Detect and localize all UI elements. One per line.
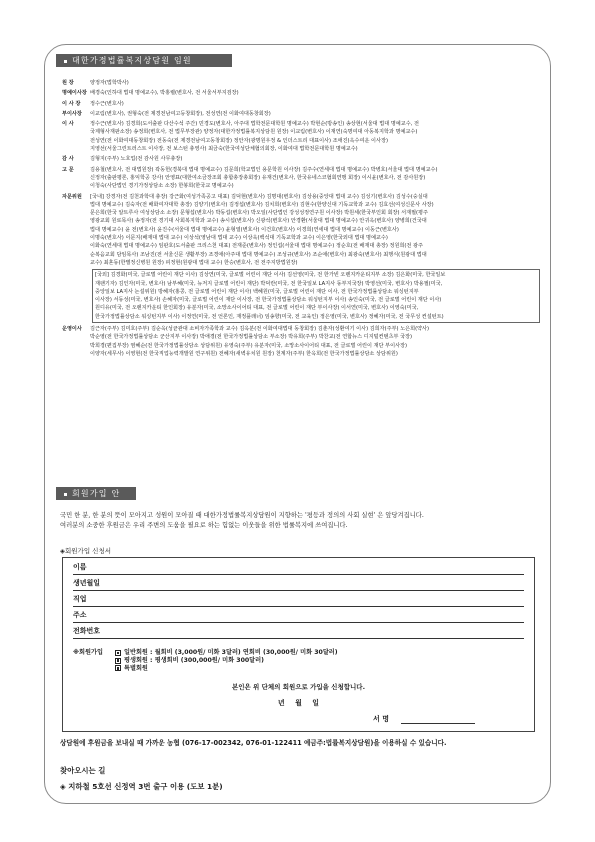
officer-role: 명예이사장: [62, 90, 87, 97]
officer-line: 한국가정법률상담소 워싱턴지부 이사) 이정연(미국, 전 언론인, 재정플래너) 임송향(미국, 전 교육인) 정은영(미국, 변호사) 정혜자(미국, 전 국무성 컨설턴트): [95, 313, 444, 320]
officer-line: 전성연(전 이화여대동창회장) 전동숙(전 제경전남여고동창회장) 정안자(광명원우정 & 인더스트리 대표이사) 조애진(옥수여운 이사장): [90, 137, 388, 144]
name-field[interactable]: 이름: [73, 562, 524, 575]
officer-line: 교수) 최혼동(한별정신병원 원장) 피정현(원광대 법대 교수) 한승(변호사, 전 전주지방법원장): [90, 259, 298, 266]
officer-line: 재팬기자) 김인자(미국, 변호사) 남부혜(미국, 뉴저지 글로벌 어린이 재단) 박덕란(미국, 전 한국일보 LA지사 동부지국장) 박영선(미국, 변호사) 박용필(미국,: [95, 280, 443, 287]
officer-line: 중앙일보 LA지사 논설위원) 방혜자(홍콩, 전 글로벌 어린이 재단 이사) 백혜원(미국, 글로벌 어린이 재단 이사, 전 한국가정법률상담소 워싱턴지부: [95, 288, 419, 295]
officer-line: 순복음교회 담임목사) 조남진(전 서울신문 생활부장) 조경애(아주대 법대 명예교수) 조성규(변호사) 조순애(변호사) 최광숙(변호사) 최행식(원광대 법대: [90, 251, 427, 258]
officer-row: [62, 100, 540, 108]
officer-row: [62, 269, 540, 323]
officer-line: 이사장) 서동성(미국, 변호사) 손혜자(미국, 글로벌 어린이 재단 이사장, 전 한국가정법률상담소 워싱턴지부 이사) 송인숙(미국, 전 글로벌 어린이 재단 이사): [95, 297, 442, 304]
officer-role: 이 사: [62, 121, 74, 128]
officer-line: 김근자(주부) 김미호(주부) 김순옥(성균관대 소비자가족학과 교수) 김옥분(전 이화여대법대 동창회장) 김춘자(성환여기 이사) 김희자(주부) 노은희(약사): [90, 326, 430, 333]
confirm-statement: 본인은 위 단체의 회원으로 가입을 신청합니다.: [231, 683, 366, 691]
checkbox[interactable]: [115, 658, 121, 664]
officer-row: [62, 120, 540, 153]
officer-line: 원디유(미국, 전 오렌지카운티 한인회장) 유분자(미국, 소망소사이어티 대표, 전 글로벌 어린이 재단 부이사장) 이서연(미국, 변호사) 이영숙(미국,: [95, 305, 419, 312]
officer-names: [92, 269, 540, 323]
officer-names: [90, 193, 540, 268]
officer-role: 부이사장: [62, 110, 82, 117]
officer-names: [90, 155, 540, 163]
officer-line: 법대 명예교수) 김숙자(전 배화여자대학 총장) 김양기(변호사) 김정섭(변호사) 김치희(변호사) 김현수(한양신대 기독교학과 교수) 김효선(여성신문사 사장): [90, 201, 434, 208]
officer-names: [90, 166, 540, 191]
officer-role: 이 사 장: [62, 100, 81, 107]
officer-line: [국외] 김경화(미국, 글로벌 어린이 재단 이사) 김상연(미국, 글로벌 어린이 재단 이사) 김선영(미국, 전 한가빈 오렌지카운티지부 소장) 김은화(미국, 한국일보: [95, 272, 446, 279]
officer-line: 법대 명예교수) 윤 전(변호사) 윤진수(서울대 법대 명예교수) 윤형열(변호사) 이건호(변호사) 이경희(연세대 법대 명예교수) 이동근(변호사): [90, 226, 399, 233]
officer-row: [62, 79, 540, 87]
intro-line: 국민 한 분, 한 분의 뜻이 모아지고 성원이 모아질 때 대한가정법률복지상담원이 지향하는 '평등과 정의의 사회 실현' 은 앞당겨집니다.: [60, 512, 424, 519]
officer-role: 운영이사: [62, 326, 82, 333]
officer-line: 배경숙(인하대 법대 명예교수), 박홍렬(변호사, 전 서울서부지검장): [90, 90, 239, 97]
membership-form: [62, 557, 535, 732]
officer-names: [90, 325, 540, 358]
officer-line: 정수근(변호사): [90, 100, 124, 107]
officer-line: 이교림(변호사), 권형숙(전 제경전남여고등창회장), 전성연(전 이화여대동창회장): [90, 110, 271, 117]
officer-names: [90, 110, 540, 118]
membership-label: ※회원가입: [73, 649, 103, 656]
officer-line: 지영선(서울그린트러스트 이사장, 전 보스턴 총영사) 최금숙(한국여성단체협의회장, 이화여대 법학전문대학원 명예교수): [90, 146, 358, 153]
officer-line: 문은희(한국 알트루사 여성상담소 소장) 문형섭(변호사) 박동섭(변호사) 박오일(사단법인 강성성정연구원 이사장) 박원세(한국부인회 회장) 서재필(평주: [90, 210, 428, 217]
officer-line: 이양자(세무사) 이영현(전 한국직업능력개발원 연구위원) 전혜자(새벽유치원 원장) 천계자(주부) 한옥희(전 한국가정법률상담소 상담위원): [90, 350, 398, 357]
option-special[interactable]: 특별회원: [115, 665, 338, 673]
officer-row: [62, 89, 540, 97]
officer-role: 원 장: [62, 80, 74, 86]
officer-names: [90, 100, 540, 108]
officer-role: 감 사: [62, 156, 74, 163]
phone-field[interactable]: 전화번호: [73, 626, 524, 639]
directions-info: ◈ 지하철 5호선 신정역 3번 출구 이용 (도보 1분): [60, 782, 223, 791]
officer-names: [90, 120, 540, 153]
officer-line: 영광교회 원로목사) 송정자(전 경기대 사회복지학과 교수) 송시섭(변호사) 신광석(변호사) 안경환(서울대 법대 명예교수) 안귀옥(변호사) 양병희(건국대: [90, 218, 427, 225]
officer-role: 자문위원: [62, 193, 82, 200]
officer-row: [62, 166, 540, 191]
officer-row: [62, 325, 540, 358]
officer-role: 고 문: [62, 166, 74, 173]
address-field[interactable]: 주소: [73, 610, 524, 623]
officers-list: [62, 79, 540, 358]
membership-section-title: 회원가입 안내: [56, 487, 136, 500]
officers-section-title: 대한가정법률복지상담원 임원: [56, 54, 232, 67]
officer-line: 김용철(변호사, 전 대법원장) 곽동헌(경북대 법대 명예교수) 김문희(학교법인 용문학원 이사장) 김주수(연세대 법대 명예교수) 박병호(서울대 법대 명예교수): [90, 166, 438, 173]
officer-line: 박순영(전 한국가정법률상담소 군산지부 이사장) 박애경(전 한국가정법률상담소 부소장) 박유희(주부) 박찬교(전 연합뉴스 디지털컨텐츠부 국장): [90, 334, 413, 341]
account-info: 상담원에 후원금을 보내실 때 가까운 농협 (076-17-002342, 076-01-122411 예금주:법률복지상담원)을 이용하실 수 있습니다.: [60, 739, 447, 747]
officer-line: 이명숙(변호사) 이문지(배재대 법대 교수) 이상석(영남대 법대 교수) 이상욱(백석대 기독교학과 교수) 이은영(한국외대 법대 명예교수): [90, 235, 388, 242]
officer-line: 김형지(주부) 노호업(전 감사원 사무총장): [90, 156, 183, 163]
officer-row: [62, 110, 540, 118]
officer-names: [90, 79, 540, 87]
officer-line: 양정자(법학박사): [90, 80, 129, 86]
birthdate-field[interactable]: 생년월일: [73, 578, 524, 591]
officer-line: [국내] 강경자(전 김천과학대 총장) 강근화(여성가족공고 대표) 김덕현(변호사) 김명대(변호사) 김상용(중앙대 법대 교수) 김성기(변호사) 김성수(숭실대: [90, 193, 428, 200]
checkbox[interactable]: [115, 665, 121, 671]
officer-line: 국제형사재판소장) 송정희(변호사, 전 법무부장관) 양정자(대한가정법률복지상담원 원장) 이교림(변호사) 이재연(숙명여대 아동복지학과 명예교수): [90, 129, 418, 136]
membership-intro: [60, 511, 538, 531]
officer-line: 박희경(편집부장) 염혜순(전 한국가정법률상담소 상담위원) 유영숙(주부) 유분자(미국, 소망소사이어티 대표, 전 글로벌 어린이 재단 부이사장): [90, 342, 408, 349]
membership-type: [73, 649, 338, 672]
option-regular[interactable]: 일반회원 : 월회비 (3,000원/ 미화 3달러) 연회비 (30,000원/ 미화 30달러): [115, 649, 338, 657]
occupation-field[interactable]: 직업: [73, 594, 524, 607]
date-field[interactable]: 년 월 일: [277, 699, 320, 707]
signature-line[interactable]: [401, 723, 475, 724]
officer-line: 이화숙(연세대 법대 명예교수) 임판호(도서출판 크리스천 대표) 전재준(변호사) 정인섭(서울대 법대 명예교수) 정순호(전 배재대 총장) 정원희(전 광주: [90, 243, 423, 250]
signature-label: 서 명: [373, 715, 389, 723]
officer-names: [90, 89, 540, 97]
officer-row: [62, 155, 540, 163]
officer-line: 이청숙(사단법인 경기가정상담소 소장) 한봉희(한국교 명예교수): [90, 183, 234, 190]
form-title: ◈회원가입 신청서: [60, 547, 112, 555]
officer-row: [62, 193, 540, 268]
officer-line: 정수근(변호사) 김경희(도서출판 다산수석 주간) 민경도(변호사, 아주대 법학전문대학원 명예교수) 박현순(방송인) 송상현(서울대 법대 명예교수, 전: [90, 121, 419, 128]
intro-line: 여러분의 소중한 후원금은 우리 주변의 도움을 필요로 하는 힘없는 이웃들을 위한 법률복지에 쓰여집니다.: [60, 522, 348, 529]
officer-line: 신정자(출판평론, 홍익학공 강사) 안영표(대한여소금장조회 총합총장총회장) 유재건(변호사, 한국유네스코협회연맹 회장) 이시윤(변호사, 전 감사원장): [90, 174, 426, 181]
directions-title: 찾아오시는 길: [60, 766, 106, 775]
option-lifetime[interactable]: 평생회원 : 평생회비 (300,000원/ 미화 300달러): [115, 657, 338, 665]
checkbox[interactable]: [115, 650, 121, 656]
